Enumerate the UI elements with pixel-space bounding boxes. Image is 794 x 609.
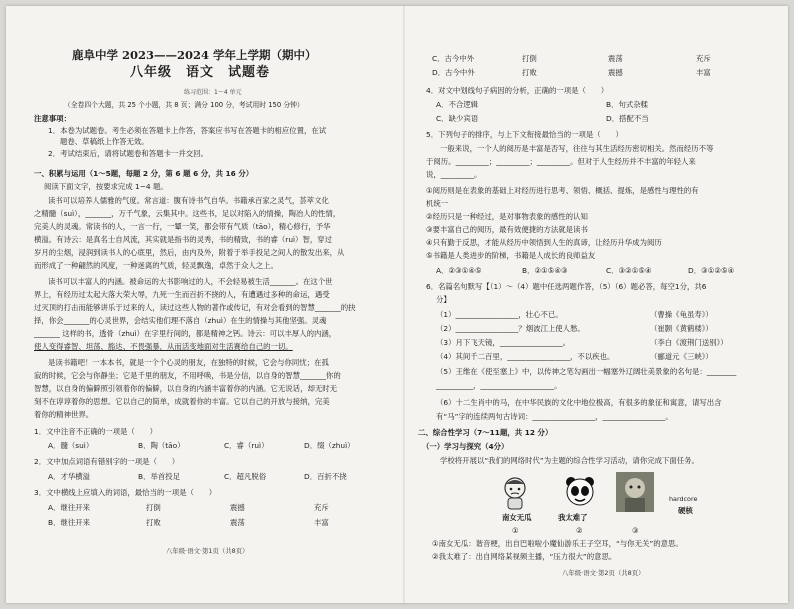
meme-caption-2: 我太难了 xyxy=(558,513,588,522)
underlined-sentence: 使人变得睿智、坦荡、豁达、不畏强暴，从而活变地面对生活赛给自己的一切。 xyxy=(34,342,293,351)
meme-panda-2-icon xyxy=(564,476,596,510)
q5-option-b[interactable]: B．②①⑤④③ xyxy=(522,266,568,275)
q4-option-b[interactable]: B．句式杂糅 xyxy=(606,100,649,109)
poem-source-1: （曹操《龟虽寿》） xyxy=(650,310,713,319)
poem-line-4[interactable]: （4）其间千二百里，_________________，不以疾也。 xyxy=(436,352,615,361)
section-2-sub-heading: （一）学习与探究（4分） xyxy=(422,442,509,451)
q5-sentence-1: ①阅历则是在表象的基础上对经历进行思考、领悟、概括、提炼，是感性与理性的有 xyxy=(426,186,699,195)
meme-number-2: ② xyxy=(576,526,583,535)
q5-option-d[interactable]: D．③①②⑤④ xyxy=(688,266,735,275)
exam-info: （全卷四个大题，共 25 个小题，共 8 页；满分 100 分，考试用时 150 分钟） xyxy=(64,101,304,109)
q5-passage-line: 于阅历。_________；_________；_________。但对于人生经历并不丰富的年轻人来 xyxy=(426,157,696,166)
q5-option-a[interactable]: A．②③①④⑤ xyxy=(436,266,482,275)
q3-option-a-word: 打倒 xyxy=(146,503,161,512)
meme-explanation-1: ①南女无瓜：谐音梗，出自巴啦啦小魔仙游乐王子空耳，“与你无关”的意思。 xyxy=(432,539,683,548)
meme-number-1: ① xyxy=(512,526,519,535)
meme-caption-3-en: hardcore xyxy=(669,495,698,503)
note-1b: 题卷、草稿纸上作答无效。 xyxy=(60,137,149,146)
page-footer-right: 八年级·语文·第2页（共8页） xyxy=(562,569,645,577)
poem-question-5-cont[interactable]: __________，____________________。 xyxy=(436,381,562,390)
passage-p1-line: 读书可以培养人儒雅的气度。常言道：腹有诗书气自华。书籍承百家之灵气，荟萃文化 xyxy=(48,196,329,205)
section-2-instruction: 学校将开展以“我们的网络时代”为主题的综合性学习活动，请你完成下面任务。 xyxy=(440,456,699,465)
q3-option-c[interactable]: C．古今中外 xyxy=(432,54,475,63)
q1-option-d[interactable]: D．缀（zhuì） xyxy=(304,441,355,450)
poem-line-2[interactable]: （2）_________________？烟波江上使人愁。 xyxy=(436,324,585,333)
passage-p3-line: 智慧，以自身的偏僻照引领着你的偏僻，以自身的内涵丰富着你的内涵。它无说话，却无时无 xyxy=(34,384,338,393)
poem-line-3[interactable]: （3）月下飞天镜，_________________。 xyxy=(436,338,571,347)
poem-line-1[interactable]: （1）_________________，壮心不已。 xyxy=(436,310,563,319)
q3-option-c-word: 充斥 xyxy=(696,54,711,63)
question-1: 1．文中注音不正确的一项是（ ） xyxy=(34,427,157,436)
passage-p1-line: 之精髓（suì），_______，万千气象，云集其中。这些书，足以对陷入的情操，陶冶人的性情， xyxy=(34,209,341,218)
notes-heading: 注意事项： xyxy=(34,114,71,123)
q3-option-d-word: 震撼 xyxy=(608,68,623,77)
note-1a: 1．本卷为试题卷。考生必须在答题卡上作答，答案应书写在答题卡的相应位置，在试 xyxy=(48,126,327,135)
q1-option-a[interactable]: A．髓（suì） xyxy=(48,441,94,450)
q2-option-d[interactable]: D．百折不挠 xyxy=(304,472,347,481)
q5-sentence-2: ②经历只是一种经过，是对事物表象的感性的认知 xyxy=(426,212,588,221)
passage-p2-line: 读书可以丰富人的内涵。被命运的大书影响过的人，不会轻易被生活_______。在这个世 xyxy=(48,277,333,286)
q5-sentence-1-cont: 机统一 xyxy=(426,199,449,208)
q3-option-d-word: 丰富 xyxy=(696,68,711,77)
passage-p1-line: 岁月的尘烟，浸润到读书人的心底里，然后，由内及外，附着于举手投足之间人的散发出来，从 xyxy=(34,248,345,257)
q5-sentence-5: ⑤书籍是人类进步的阶梯，书籍是人成长的良师益友 xyxy=(426,251,596,260)
exam-range: 练习范围：1～4 单元 xyxy=(184,89,242,96)
meme-caption-3: 硬核 xyxy=(678,506,693,515)
exam-title: 鹿阜中学 2023——2024 学年上学期（期中） xyxy=(72,48,317,62)
q5-passage-line: 说，_________。 xyxy=(426,170,482,179)
meme-cartoon-1-icon xyxy=(500,476,530,510)
question-5: 5．下列句子的排序，与上下文衔接最恰当的一项是（ ） xyxy=(426,130,623,139)
q3-option-d-word: 打败 xyxy=(522,68,537,77)
question-6-cont: 分】 xyxy=(436,295,451,304)
q5-sentence-3: ③要丰富自己的阅历，最有效便捷的方法就是读书 xyxy=(426,225,588,234)
page-fold xyxy=(403,6,405,603)
passage-p3-line: 寂的时候，它会与你静坐；它是千里的朋友，不用呼唤，书是分信，以自身的智慧_______你的 xyxy=(34,371,341,380)
meme-number-3: ③ xyxy=(632,526,639,535)
exam-sheet xyxy=(6,6,788,603)
q2-option-a[interactable]: A．才华横溢 xyxy=(48,472,91,481)
passage-p1-line: 完美人的灵魂。常读书的人，一言一行，一颦一笑，都会带有气质（tāo），精心修行，予华 xyxy=(34,222,331,231)
passage-p3-line: 是读书籍吧！一本本书，就是一个个心灵的朋友，在独特的时候，它会与你同忧；在孤 xyxy=(48,358,329,367)
q3-option-a-word: 震撼 xyxy=(230,503,245,512)
passage-p2-line: _______ 这样的书，透骨（zhuì）在字里行间的，都是精神之钙。诗云：可以丰厚人的内涵， xyxy=(34,329,337,338)
q3-option-b-word: 打败 xyxy=(146,518,161,527)
section-2-heading: 二、综合性学习（7～11题，共 12 分） xyxy=(418,428,553,437)
q3-option-c-word: 震荡 xyxy=(608,54,623,63)
poem-question-6: （6）十二生肖中的马，在中华民族的文化中地位极高，有很多的象征和寓意，请写出含 xyxy=(436,398,722,407)
passage-p3-line: 刻不在谆谆着你的思想。它以自己的简单，成就着你的丰富。它以自己的开放与接纳，完美 xyxy=(34,397,330,406)
question-4: 4．对文中划线句子病因的分析，正确的一项是（ ） xyxy=(426,86,609,95)
q5-sentence-4: ④只有勤于反思，才能从经历中领悟到人生的真谛，让经历升华成为阅历 xyxy=(426,238,662,247)
q4-option-a[interactable]: A．不合逻辑 xyxy=(436,100,479,109)
question-2: 2．文中加点词语有错别字的一项是（ ） xyxy=(34,457,180,466)
note-2: 2．考试结束后，请将试题卷和答题卡一并交回。 xyxy=(48,149,208,158)
q3-option-c-word: 打倒 xyxy=(522,54,537,63)
page-footer-left: 八年级·语文·第1页（共8页） xyxy=(166,547,249,555)
left-page xyxy=(34,6,386,603)
right-page xyxy=(418,6,766,603)
q3-option-b-word: 丰富 xyxy=(314,518,329,527)
poem-source-2: （崔颢《黄鹤楼》） xyxy=(650,324,713,333)
q2-option-b[interactable]: B．举首投足 xyxy=(138,472,181,481)
passage-p3-line: 着你的精神世界。 xyxy=(34,410,94,419)
question-6: 6．名篇名句默写【（1）～（4）题中任选两题作答，（5）（6）题必答，每空1分，共6 xyxy=(426,282,707,291)
q1-option-b[interactable]: B．陶（tāo） xyxy=(138,441,185,450)
meme-caption-1: 南女无瓜 xyxy=(502,513,532,522)
q4-option-d[interactable]: D．搭配不当 xyxy=(606,114,649,123)
q2-option-c[interactable]: C．超凡脱俗 xyxy=(224,472,267,481)
q5-option-c[interactable]: C．③②①⑤④ xyxy=(606,266,652,275)
meme-photo-3-icon xyxy=(616,472,654,512)
poem-question-5[interactable]: （5）王维在《使至塞上》中，以传神之笔勾画出一幅塞外辽阔壮美景象的名句是：________ xyxy=(436,367,737,376)
q4-option-c[interactable]: C．缺少宾语 xyxy=(436,114,479,123)
passage-p2-line: 过灭顶的打击而能够讲乐于过来的人，读过这些人物的著作或传记，有对会看到的智慧_______的抉 xyxy=(34,303,356,312)
q5-passage-line: 一般来说，一个人的阅历是丰富是否写，往往与其生活经历密切相关。然而经历不等 xyxy=(440,144,714,153)
section-1-instruction: 阅读下面文字，按要求完成 1~4 题。 xyxy=(44,182,168,191)
question-3: 3．文中横线上应填入的词语，最恰当的一项是（ ） xyxy=(34,488,217,497)
section-1-heading: 一、积累与运用（1～5题，每题 2 分，第 6 题 6 分，共 16 分） xyxy=(34,169,254,178)
passage-p1-line: 横溢。有诗云：是真名士自风流，其实就是指书的灵秀，书的精致，书的睿（ruì）智，穿过 xyxy=(34,235,333,244)
poem-question-6-cont[interactable]: 有“马”字的连续两句古诗词：_________________，_________________。 xyxy=(436,412,673,421)
q3-option-b[interactable]: B．继往开来 xyxy=(48,518,91,527)
q3-option-a[interactable]: A．继往开来 xyxy=(48,503,91,512)
passage-p2-line: 界上，有经历过太起大落大荣大辱，九死一生而百折不挠的人，有遭遇过多种的命运，遇受 xyxy=(34,290,330,299)
q3-option-b-word: 震荡 xyxy=(230,518,245,527)
meme-explanation-2: ②我太难了：出自网络某视频主播，“压力很大”的意思。 xyxy=(432,552,617,561)
q3-option-d[interactable]: D．古今中外 xyxy=(432,68,475,77)
q1-option-c[interactable]: C．睿（ruì） xyxy=(224,441,269,450)
exam-subtitle: 八年级 语文 试题卷 xyxy=(130,65,271,80)
q3-option-a-word: 充斥 xyxy=(314,503,329,512)
passage-p1-line: 而形成了一种翩然的风度，一种迷离的气质，轻灵飘逸，卓然于众人之上。 xyxy=(34,261,278,270)
passage-p2-line: 择，你会_______的心灵世界，会结实他们理不落自（zhuì）在生的情操与其他坚强。灵魂 xyxy=(34,316,327,325)
poem-source-4: （郦道元《三峡》） xyxy=(650,352,713,361)
poem-source-3: （李白《渡荆门送别》） xyxy=(650,338,728,347)
